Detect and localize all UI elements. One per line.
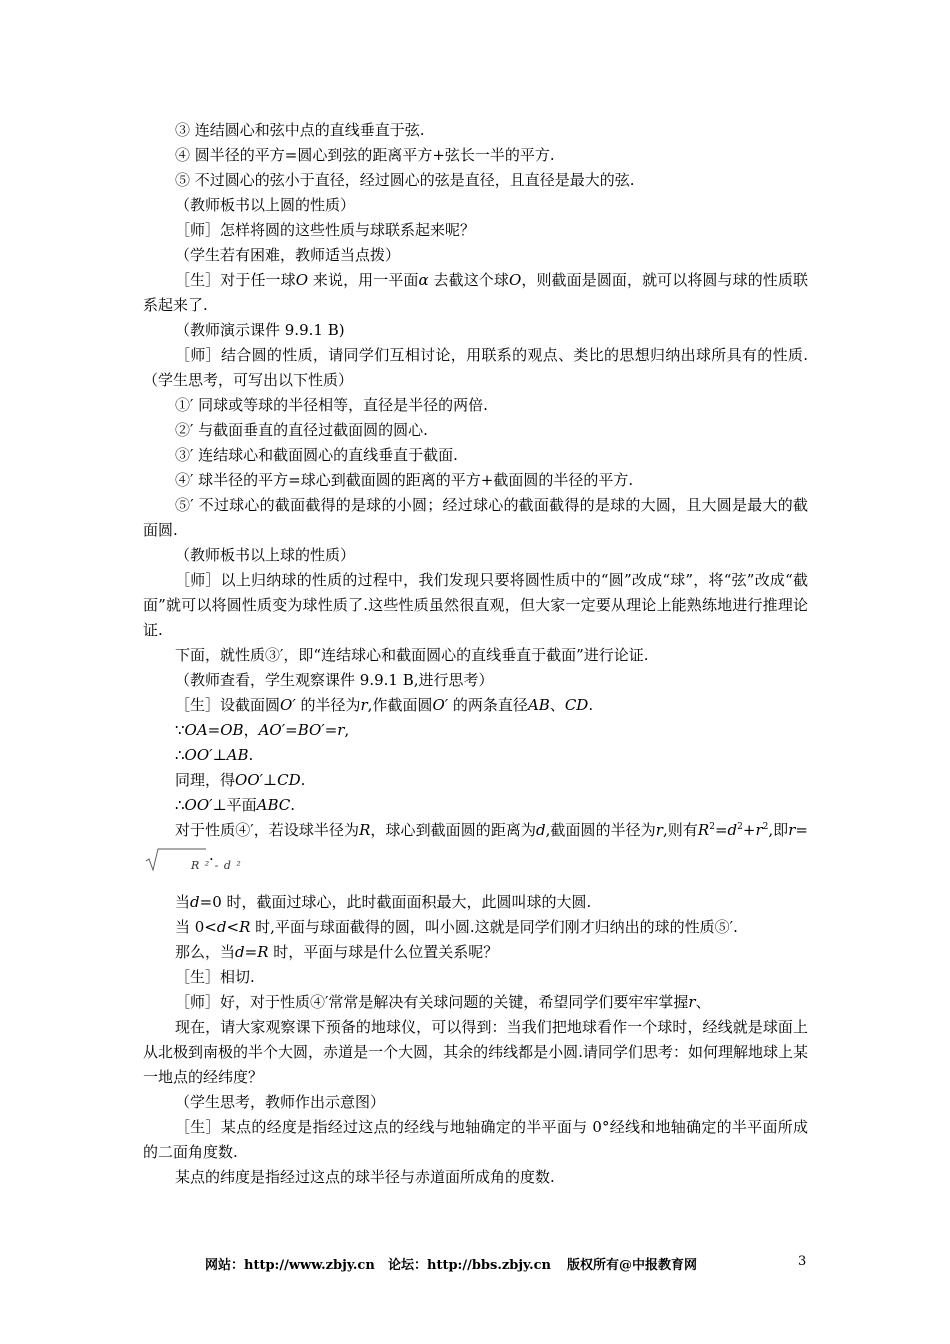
paragraph-note-courseware: （教师演示课件 9.9.1 B) <box>175 321 345 339</box>
paragraph-sphere-property-4: ④′ 球半径的平方=球心到截面圆的距离的平方+截面圆的半径的平方. <box>175 471 634 489</box>
paragraph-circle-property-5: ⑤ 不过圆心的弦小于直径，经过圆心的弦是直径，且直径是最大的弦. <box>175 171 635 189</box>
paragraph-sphere-property-5: ⑤′ 不过球心的截面截得的是球的小圆；经过球心的截面截得的是球的大圆，且大圆是最大的截面圆. <box>143 496 808 539</box>
paragraph-sphere-property-3: ③′ 连结球心和截面圆心的直线垂直于截面. <box>175 446 458 464</box>
paragraph-student-tangent: ［生］相切. <box>175 968 255 986</box>
paragraph-teacher-key-relation: ［师］好，对于性质④′常常是解决有关球问题的关键，希望同学们要牢牢掌握r、 <box>175 993 711 1011</box>
square-root-formula: R ² - d ² <box>145 846 207 872</box>
paragraph-proof-intro: 下面，就性质③′，即“连结球心和截面圆心的直线垂直于截面”进行论证. <box>175 646 649 664</box>
paragraph-tangent-question: 那么，当d=R 时，平面与球是什么位置关系呢？ <box>175 943 499 961</box>
paragraph-proof-because: ∵OA=OB，AO′=BO′=r, <box>175 721 350 739</box>
paragraph-note-hint: （学生若有困难，教师适当点拨） <box>175 246 401 264</box>
paragraph-small-circle: 当 0<d<R 时,平面与球面截得的圆，叫小圆.这就是同学们刚才归纳出的球的性质⑤′. <box>175 918 738 936</box>
paragraph-latitude: 某点的纬度是指经过这点的球半径与赤道面所成角的度数. <box>175 1168 555 1186</box>
paragraph-great-circle: 当d=0 时，截面过球心，此时截面面积最大，此圆叫球的大圆. <box>175 893 592 911</box>
footer-site-link[interactable]: 网站：http://www.zbjy.cn <box>205 1258 375 1273</box>
paragraph-sphere-property-2: ②′ 与截面垂直的直径过截面圆的圆心. <box>175 421 428 439</box>
paragraph-proof-similarly-cd: 同理，得OO′⊥CD. <box>175 771 306 789</box>
paragraph-note-board-circle: （教师板书以上圆的性质） <box>175 196 356 214</box>
paragraph-teacher-question: ［师］怎样将圆的这些性质与球联系起来呢？ <box>175 221 476 239</box>
paragraph-property-4-formula: 对于性质④′，若设球半径为R，球心到截面圆的距离为d,截面圆的半径为r,则有$R^2=d^2+r^2$,即r= R ² - d ² . <box>143 818 808 872</box>
paragraph-proof-conclusion: ∴OO′⊥平面ABC. <box>175 796 296 814</box>
page-footer <box>0 1254 950 1274</box>
document-body <box>143 118 808 1190</box>
paragraph-circle-property-4: ④ 圆半径的平方=圆心到弦的距离平方+弦长一半的平方. <box>175 146 555 164</box>
paragraph-sphere-property-1: ①′ 同球或等球的半径相等，直径是半径的两倍. <box>175 396 488 414</box>
paragraph-proof-setup: ［生］设截面圆O′ 的半径为r,作截面圆O′ 的两条直径AB、CD. <box>175 696 594 714</box>
footer-copyright: 版权所有@中报教育网 <box>567 1258 698 1273</box>
paragraph-student-section: ［生］对于任一球O 来说，用一平面α 去截这个球O，则截面是圆面，就可以将圆与球的性质联系起来了. <box>143 271 808 314</box>
paragraph-proof-therefore-ab: ∴OO′⊥AB. <box>175 746 254 764</box>
paragraph-teacher-discuss: ［师］结合圆的性质，请同学们互相讨论，用联系的观点、类比的思想归纳出球所具有的性质.（学生思考，可写出以下性质） <box>143 346 808 389</box>
paragraph-teacher-summary: ［师］以上归纳球的性质的过程中，我们发现只要将圆性质中的“圆”改成“球”，将“弦”改成“截面”就可以将圆性质变为球性质了.这些性质虽然很直观，但大家一定要从理论上能熟练地进行推理论证. <box>143 571 808 639</box>
page-number: 3 <box>798 1254 807 1269</box>
paragraph-note-diagram: （学生思考，教师作出示意图） <box>175 1093 386 1111</box>
paragraph-globe: 现在，请大家观察课下预备的地球仪，可以得到：当我们把地球看作一个球时，经线就是球面上从北极到南极的半个大圆，赤道是一个大圆，其余的纬线都是小圆.请同学们思考：如何理解地球上某一地点的经纬度？ <box>143 1018 808 1086</box>
footer-forum-link[interactable]: 论坛：http://bbs.zbjy.cn <box>388 1258 552 1273</box>
paragraph-note-board-sphere: （教师板书以上球的性质） <box>175 546 356 564</box>
paragraph-circle-property-3: ③ 连结圆心和弦中点的直线垂直于弦. <box>175 121 425 139</box>
paragraph-note-observe: （教师查看，学生观察课件 9.9.1 B,进行思考） <box>175 671 494 689</box>
paragraph-longitude: ［生］某点的经度是指经过这点的经线与地轴确定的半平面与 0°经线和地轴确定的半平面所成的二面角度数. <box>143 1118 808 1161</box>
